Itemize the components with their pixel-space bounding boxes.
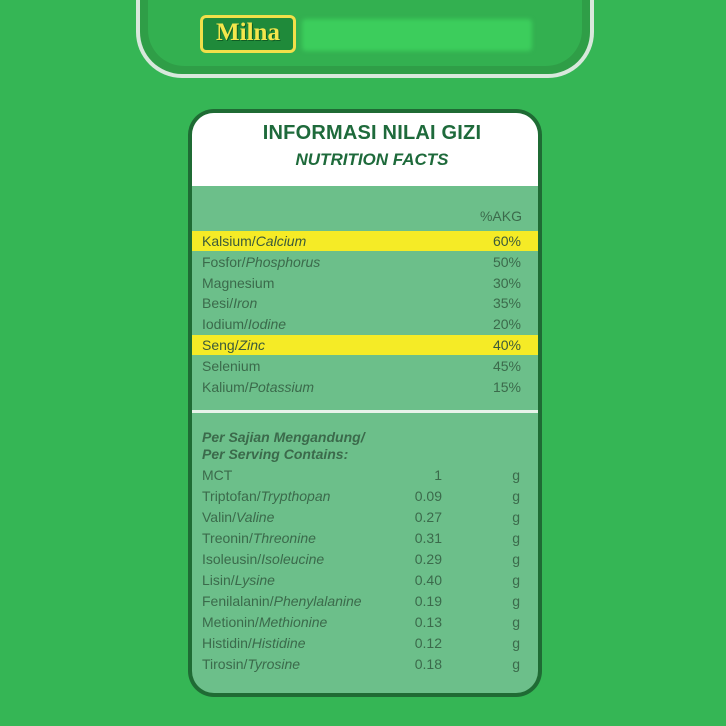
- nutrient-value: 0.29: [414, 551, 442, 567]
- nutrient-unit: g: [512, 551, 520, 567]
- panel-header: [192, 113, 538, 186]
- nutrient-unit: g: [512, 656, 520, 672]
- mineral-akg-percent: 30%: [492, 275, 521, 291]
- serving-row: [192, 486, 538, 506]
- nutrient-name: Isoleusin/Isoleucine: [202, 551, 325, 567]
- nutrient-unit: g: [512, 593, 520, 609]
- nutrient-unit: g: [512, 530, 520, 546]
- mineral-akg-percent: 50%: [492, 254, 521, 270]
- milna-logo: [200, 15, 296, 53]
- mineral-name: Seng/Zinc: [202, 337, 266, 353]
- nutrient-unit: g: [512, 488, 520, 504]
- serving-row: [192, 612, 538, 632]
- mineral-name: Selenium: [202, 358, 261, 374]
- nutrition-panel-body: [192, 113, 538, 693]
- nutrient-value: 0.31: [414, 530, 442, 546]
- section-divider: [192, 410, 538, 413]
- serving-row: [192, 654, 538, 674]
- panel-subtitle: NUTRITION FACTS: [295, 150, 449, 169]
- akg-column-header: %AKG: [479, 208, 522, 224]
- nutrient-value: 0.13: [414, 614, 442, 630]
- mineral-akg-percent: 35%: [492, 295, 521, 311]
- serving-header-line2: Per Serving Contains:: [202, 446, 349, 462]
- nutrient-name: Metionin/Methionine: [202, 614, 328, 630]
- nutrition-panel: [188, 109, 542, 697]
- nutrient-value: 0.40: [414, 572, 442, 588]
- nutrient-unit: g: [512, 614, 520, 630]
- mineral-row: [192, 356, 538, 376]
- nutrient-value: 0.27: [414, 509, 442, 525]
- nutrient-name: Tirosin/Tyrosine: [202, 656, 301, 672]
- nutrient-value: 0.18: [414, 656, 442, 672]
- nutrient-unit: g: [512, 572, 520, 588]
- nutrient-name: Valin/Valine: [202, 509, 275, 525]
- mineral-akg-percent: 45%: [492, 358, 521, 374]
- mineral-name: Kalium/Potassium: [202, 379, 315, 395]
- mineral-row: [192, 335, 538, 355]
- nutrient-unit: g: [512, 635, 520, 651]
- serving-row: [192, 465, 538, 485]
- nutrient-value: 0.09: [414, 488, 442, 504]
- nutrient-value: 0.19: [414, 593, 442, 609]
- nutrient-name: Histidin/Histidine: [202, 635, 306, 651]
- nutrient-name: Fenilalanin/Phenylalanine: [202, 593, 362, 609]
- mineral-akg-percent: 40%: [492, 337, 521, 353]
- serving-row: [192, 633, 538, 653]
- serving-header: [202, 429, 365, 463]
- mineral-row: [192, 377, 538, 397]
- logo-text: Milna: [216, 19, 280, 46]
- panel-title: INFORMASI NILAI GIZI: [262, 122, 482, 144]
- nutrient-name: MCT: [202, 467, 233, 483]
- nutrient-name: Lisin/Lysine: [202, 572, 275, 588]
- mineral-row: [192, 231, 538, 251]
- mineral-name: Iodium/Iodine: [202, 316, 287, 332]
- serving-row: [192, 549, 538, 569]
- nutrient-value: 1: [434, 467, 442, 483]
- serving-row: [192, 570, 538, 590]
- mineral-row: [192, 252, 538, 272]
- mineral-row: [192, 273, 538, 293]
- nutrient-unit: g: [512, 467, 520, 483]
- mineral-akg-percent: 60%: [492, 233, 521, 249]
- mineral-row: [192, 314, 538, 334]
- serving-row: [192, 507, 538, 527]
- mineral-name: Kalsium/Calcium: [202, 233, 307, 249]
- header-band: [302, 19, 532, 51]
- mineral-name: Magnesium: [202, 275, 275, 291]
- nutrient-name: Triptofan/Trypthopan: [202, 488, 331, 504]
- serving-row: [192, 591, 538, 611]
- mineral-name: Fosfor/Phosphorus: [202, 254, 321, 270]
- nutrient-name: Treonin/Threonine: [202, 530, 316, 546]
- nutrient-value: 0.12: [414, 635, 442, 651]
- mineral-row: [192, 293, 538, 313]
- nutrient-unit: g: [512, 509, 520, 525]
- mineral-akg-percent: 20%: [492, 316, 521, 332]
- mineral-akg-percent: 15%: [492, 379, 521, 395]
- serving-header-line1: Per Sajian Mengandung/: [202, 429, 365, 445]
- serving-row: [192, 528, 538, 548]
- mineral-name: Besi/Iron: [202, 295, 258, 311]
